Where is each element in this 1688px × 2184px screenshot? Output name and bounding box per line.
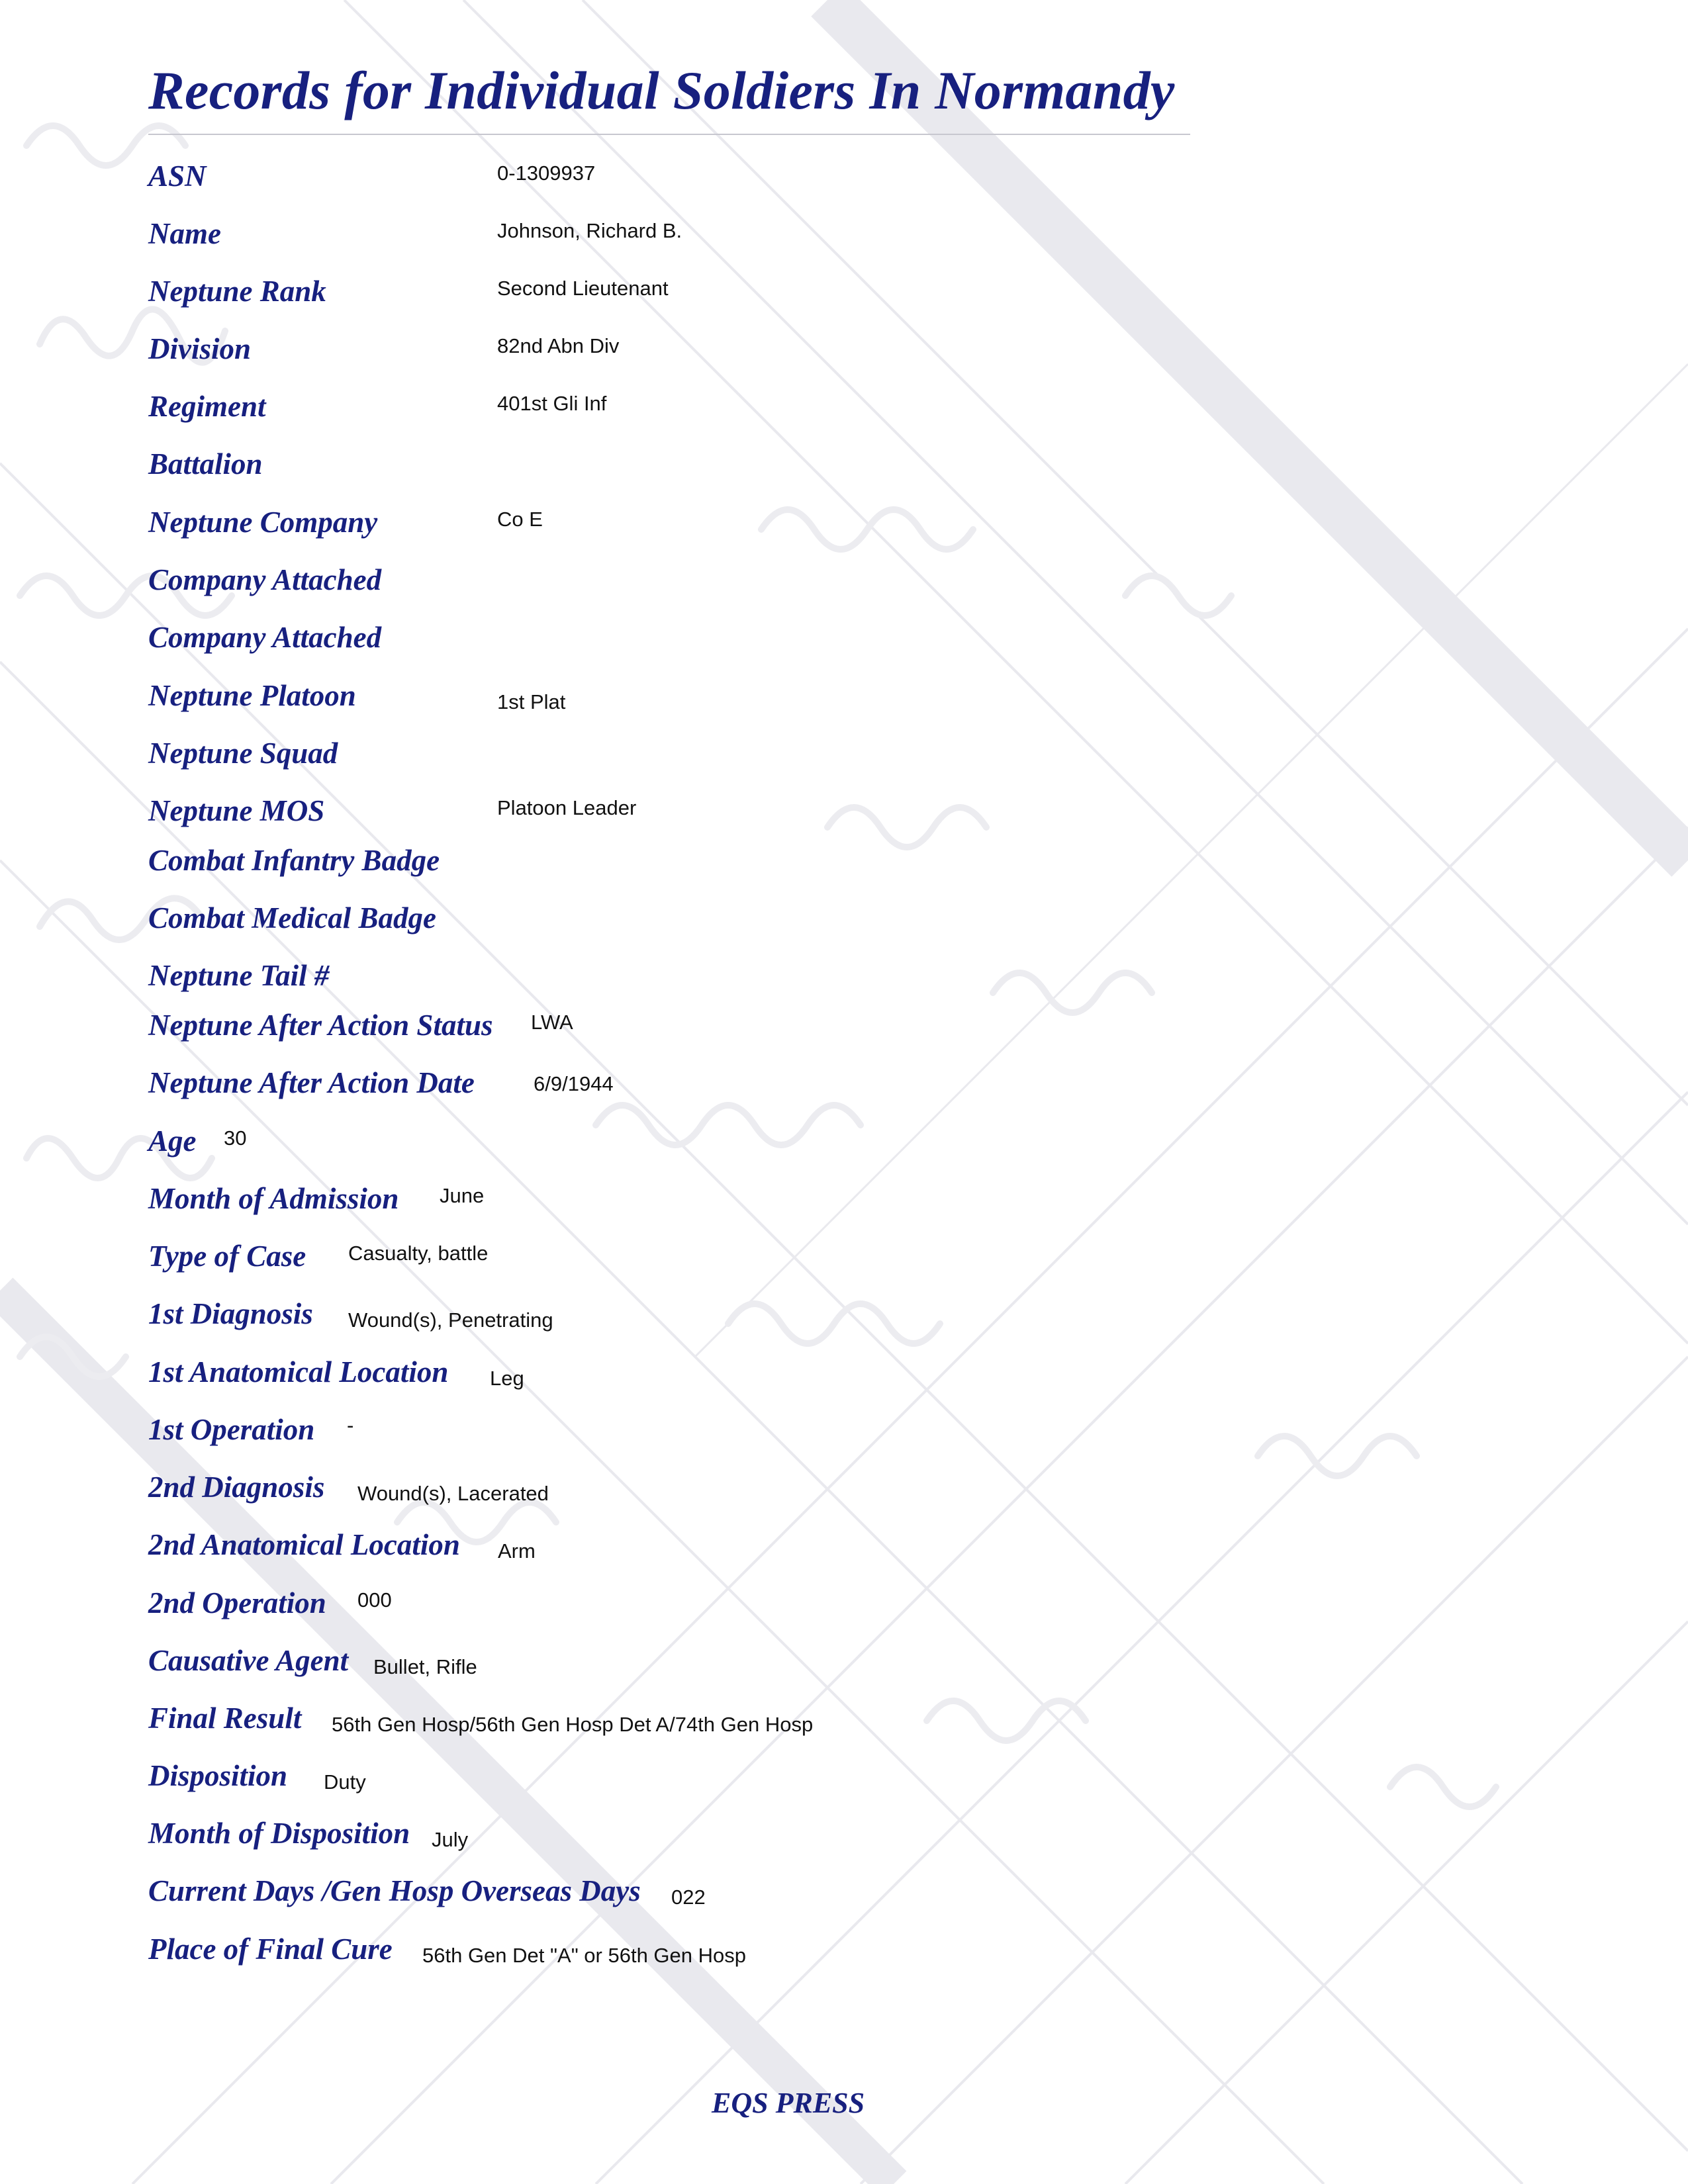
field-value: Casualty, battle [348, 1242, 489, 1265]
field-label: ASN [148, 159, 207, 193]
field-label: 2nd Operation [148, 1586, 326, 1619]
field-label: Neptune MOS [148, 794, 325, 827]
field-label: Current Days /Gen Hosp Overseas Days [148, 1874, 641, 1907]
field-label: Neptune Rank [148, 275, 326, 308]
title-divider [148, 134, 1190, 135]
field-value: 6/9/1944 [534, 1072, 614, 1095]
field-label: Combat Infantry Badge [148, 844, 440, 877]
field-value: 000 [357, 1588, 392, 1612]
field-value: Wound(s), Lacerated [357, 1482, 549, 1505]
field-label: 1st Operation [148, 1413, 315, 1446]
field-label: Regiment [148, 390, 266, 423]
field-label: 2nd Diagnosis [148, 1471, 325, 1504]
field-label: Age [148, 1124, 197, 1158]
field-value: Leg [490, 1367, 524, 1390]
field-label: Name [148, 217, 221, 250]
field-label: Neptune Tail # [148, 959, 330, 992]
field-value: June [440, 1184, 485, 1207]
field-label: Place of Final Cure [148, 1933, 393, 1966]
field-label: Company Attached [148, 621, 382, 654]
field-value: Platoon Leader [497, 796, 637, 819]
field-value: - [347, 1414, 354, 1437]
field-value: 56th Gen Det "A" or 56th Gen Hosp [422, 1944, 747, 1967]
field-label: Neptune Squad [148, 737, 338, 770]
field-label: 1st Diagnosis [148, 1297, 313, 1330]
field-value: 1st Plat [497, 690, 566, 713]
field-value: Duty [324, 1770, 366, 1794]
field-value: Johnson, Richard B. [497, 219, 682, 242]
field-label: Combat Medical Badge [148, 901, 436, 934]
field-label: Battalion [148, 447, 263, 480]
field-label: Month of Admission [148, 1182, 399, 1215]
field-value: Co E [497, 508, 543, 531]
field-label: Causative Agent [148, 1644, 349, 1677]
field-label: Neptune After Action Date [148, 1066, 475, 1099]
field-value: Second Lieutenant [497, 277, 669, 300]
field-label: Type of Case [148, 1240, 306, 1273]
field-label: Neptune Platoon [148, 679, 356, 712]
field-label: 1st Anatomical Location [148, 1355, 449, 1388]
field-value: Bullet, Rifle [373, 1655, 477, 1678]
field-value: Wound(s), Penetrating [348, 1308, 553, 1332]
field-label: Month of Disposition [148, 1817, 410, 1850]
field-label: Neptune After Action Status [148, 1009, 493, 1042]
field-label: Disposition [148, 1759, 288, 1792]
field-label: Division [148, 332, 252, 365]
field-value: 82nd Abn Div [497, 334, 620, 357]
field-value: July [432, 1828, 469, 1851]
field-label: 2nd Anatomical Location [148, 1528, 460, 1561]
field-label: Final Result [148, 1702, 302, 1735]
field-value: 30 [224, 1126, 247, 1150]
page-title: Records for Individual Soldiers In Normandy [148, 60, 1175, 120]
field-value: 401st Gli Inf [497, 392, 607, 415]
field-value: Arm [498, 1539, 536, 1563]
field-value: 0-1309937 [497, 161, 596, 185]
footer-publisher: EQS PRESS [712, 2087, 865, 2119]
field-value: LWA [531, 1011, 573, 1034]
field-label: Neptune Company [148, 506, 378, 539]
field-value: 56th Gen Hosp/56th Gen Hosp Det A/74th Gen Hosp [332, 1713, 814, 1736]
field-label: Company Attached [148, 563, 382, 596]
field-value: 022 [671, 1886, 706, 1909]
